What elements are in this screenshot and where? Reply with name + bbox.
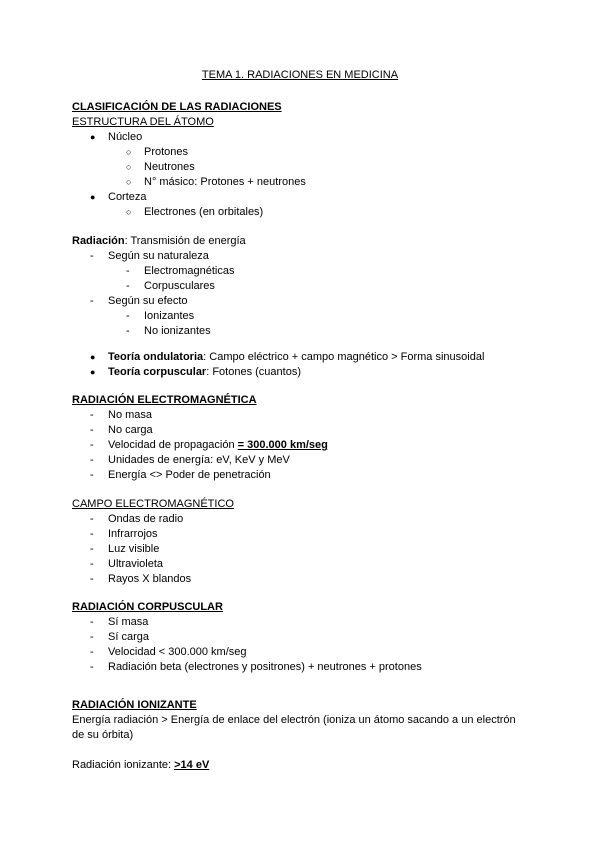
dash-bullet-icon: -: [126, 265, 130, 277]
list-item-ionizantes: [72, 309, 528, 324]
heading-radiacion-corpuscular: RADIACIÓN CORPUSCULAR: [72, 601, 223, 613]
list-item-si-carga: [72, 630, 528, 645]
dash-bullet-icon: -: [126, 325, 130, 337]
heading-clasificacion: CLASIFICACIÓN DE LAS RADIACIONES: [72, 101, 282, 113]
teoria-ondulatoria-term: Teoría ondulatoria: [108, 351, 204, 363]
list-item-ultravioleta: [72, 557, 528, 572]
section-clasificacion: [72, 100, 528, 220]
list-item-unidades-energia: [72, 453, 528, 468]
list-item-text: Sí carga: [108, 631, 149, 643]
list-item-neutrones: [72, 160, 528, 175]
filled-bullet-icon: ●: [90, 367, 96, 377]
list-item-text: Sí masa: [108, 616, 149, 628]
list-item-luz-visible: [72, 542, 528, 557]
teoria-ondulatoria-def: : Campo eléctrico + campo magnético > Forma sinusoidal: [203, 351, 485, 363]
list-item-efecto: [72, 294, 528, 309]
list-item-naturaleza: [72, 249, 528, 264]
dash-bullet-icon: -: [126, 310, 130, 322]
list-item-corteza: [72, 190, 528, 205]
dash-bullet-icon: -: [90, 454, 94, 466]
list-item-text: Ondas de radio: [108, 513, 184, 525]
list-item-text: Velocidad < 300.000 km/seg: [108, 646, 247, 658]
list-item-text: Neutrones: [144, 161, 195, 173]
list-item-text: Luz visible: [108, 543, 160, 555]
heading-radiacion-ionizante: RADIACIÓN IONIZANTE: [72, 699, 197, 711]
threshold-value: >14 eV: [174, 759, 210, 771]
list-item-n-masico: [72, 175, 528, 190]
filled-bullet-icon: ●: [90, 352, 96, 362]
list-item-text: [108, 366, 301, 378]
section-corpuscular: [72, 600, 528, 675]
list-item-no-ionizantes: [72, 324, 528, 339]
list-item-velocidad-propagacion: [72, 438, 528, 453]
teoria-corpuscular-def: : Fotones (cuantos): [206, 366, 301, 378]
dash-bullet-icon: -: [90, 646, 94, 658]
dash-bullet-icon: -: [90, 424, 94, 436]
ionizante-paragraph: Energía radiación > Energía de enlace del electrón (ioniza un átomo sacando a un electrón de su órbita): [72, 714, 516, 741]
list-item-text: Energía <> Poder de penetración: [108, 469, 271, 481]
list-item-radiacion-beta: [72, 660, 528, 675]
velocidad-value: = 300.000 km/seg: [237, 439, 328, 451]
list-item-text: [108, 439, 328, 451]
hollow-bullet-icon: ○: [126, 147, 132, 157]
list-item-corpusculares: [72, 279, 528, 294]
dash-bullet-icon: -: [90, 573, 94, 585]
list-item-text: No ionizantes: [144, 325, 211, 337]
list-item-teoria-corpuscular: [72, 365, 528, 380]
list-item-text: Núcleo: [108, 131, 143, 143]
ionizante-threshold: [72, 758, 528, 773]
radiacion-definition: [72, 234, 528, 249]
section-radiacion: [72, 234, 528, 380]
list-item-text: Unidades de energía: eV, KeV y MeV: [108, 454, 290, 466]
list-item-text: Electromagnéticas: [144, 265, 235, 277]
dash-bullet-icon: -: [90, 558, 94, 570]
radiacion-definition-text: : Transmisión de energía: [124, 235, 246, 247]
list-item-text: Electrones (en orbitales): [144, 206, 264, 218]
dash-bullet-icon: -: [90, 528, 94, 540]
heading-radiacion-electromagnetica: RADIACIÓN ELECTROMAGNÉTICA: [72, 394, 257, 406]
list-item-electromagneticas: [72, 264, 528, 279]
filled-bullet-icon: ●: [90, 192, 96, 202]
list-item-energia-penetracion: [72, 468, 528, 483]
list-item-text: Ultravioleta: [108, 558, 164, 570]
list-item-infrarrojos: [72, 527, 528, 542]
dash-bullet-icon: -: [90, 543, 94, 555]
list-item-text: No carga: [108, 424, 153, 436]
document-title: TEMA 1. RADIACIONES EN MEDICINA: [201, 69, 399, 81]
hollow-bullet-icon: ○: [126, 162, 132, 172]
list-item-no-masa: [72, 408, 528, 423]
list-item-text: Infrarrojos: [108, 528, 158, 540]
list-item-text: Corteza: [108, 191, 147, 203]
list-item-text: Según su efecto: [108, 295, 188, 307]
list-item-text: Corpusculares: [144, 280, 215, 292]
list-item-text: [108, 351, 484, 363]
list-item-text: No masa: [108, 409, 153, 421]
dash-bullet-icon: -: [90, 513, 94, 525]
list-item-text: Rayos X blandos: [108, 573, 192, 585]
list-item-nucleo: [72, 130, 528, 145]
list-item-text: Protones: [144, 146, 189, 158]
filled-bullet-icon: ●: [90, 132, 96, 142]
dash-bullet-icon: -: [90, 250, 94, 262]
list-item-text: Radiación beta (electrones y positrones) + neutrones + protones: [108, 661, 422, 673]
hollow-bullet-icon: ○: [126, 177, 132, 187]
list-item-protones: [72, 145, 528, 160]
radiacion-term: Radiación: [72, 235, 125, 247]
list-item-ondas-de-radio: [72, 512, 528, 527]
teoria-corpuscular-term: Teoría corpuscular: [108, 366, 207, 378]
list-item-text: N° másico: Protones + neutrones: [144, 176, 306, 188]
list-item-rayos-x-blandos: [72, 572, 528, 587]
dash-bullet-icon: -: [90, 409, 94, 421]
dash-bullet-icon: -: [90, 439, 94, 451]
list-item-teoria-ondulatoria: [72, 350, 528, 365]
dash-bullet-icon: -: [90, 616, 94, 628]
dash-bullet-icon: -: [90, 469, 94, 481]
list-item-velocidad-corpuscular: [72, 645, 528, 660]
section-electromagnetica: [72, 393, 528, 483]
dash-bullet-icon: -: [90, 661, 94, 673]
dash-bullet-icon: -: [90, 295, 94, 307]
hollow-bullet-icon: ○: [126, 207, 132, 217]
list-item-si-masa: [72, 615, 528, 630]
threshold-label: Radiación ionizante:: [72, 759, 175, 771]
section-ionizante: [72, 698, 528, 773]
heading-campo-electromagnetico: CAMPO ELECTROMAGNÉTICO: [72, 498, 234, 510]
list-item-no-carga: [72, 423, 528, 438]
velocidad-label: Velocidad de propagación: [108, 439, 238, 451]
heading-estructura-del-atomo: ESTRUCTURA DEL ÁTOMO: [72, 116, 214, 128]
dash-bullet-icon: -: [90, 631, 94, 643]
list-item-text: Ionizantes: [144, 310, 195, 322]
section-campo: [72, 497, 528, 587]
list-item-electrones: [72, 205, 528, 220]
dash-bullet-icon: -: [126, 280, 130, 292]
list-item-text: Según su naturaleza: [108, 250, 209, 262]
